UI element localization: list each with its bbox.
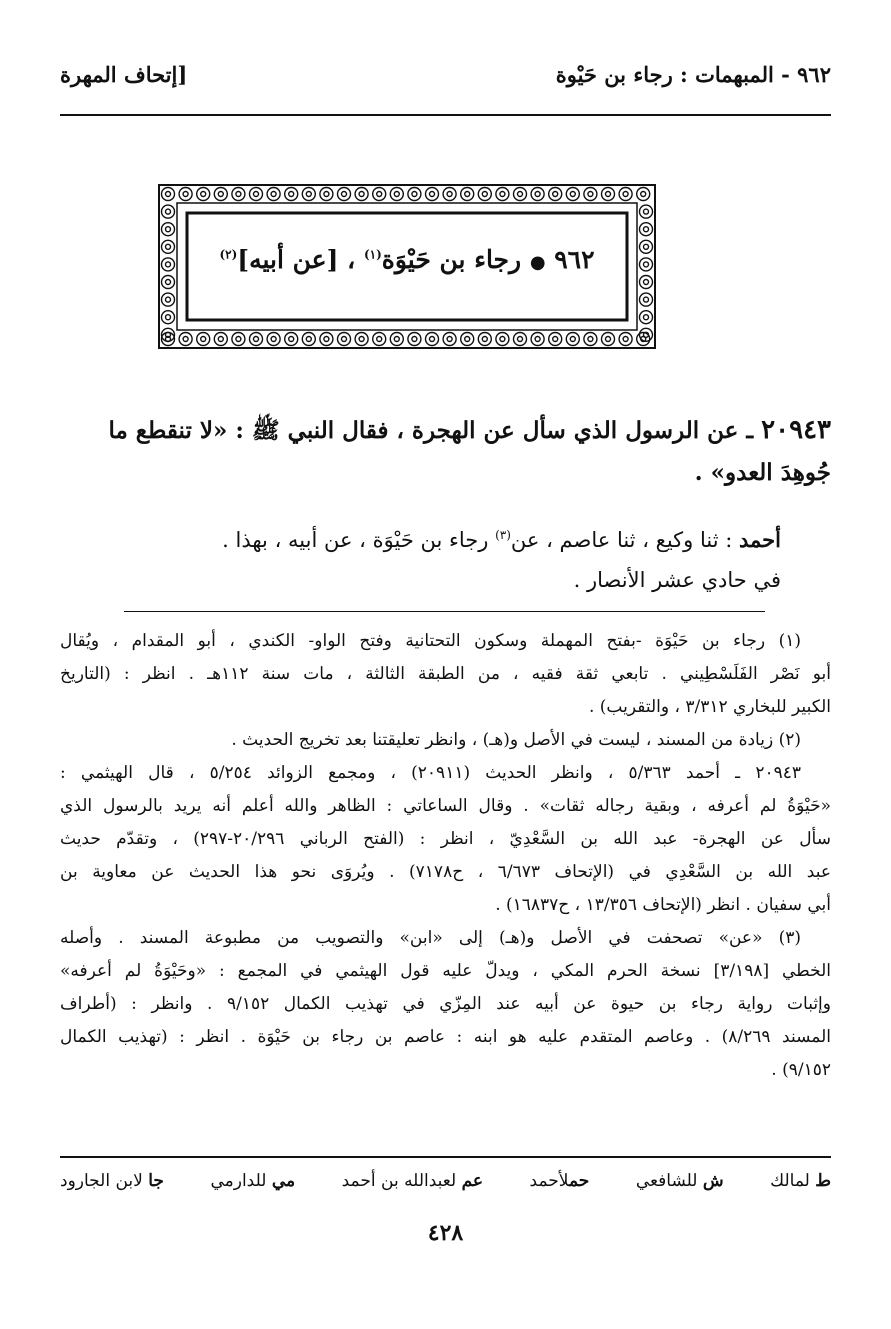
- footnote-line: (٢) زيادة من المسند ، ليست في الأصل و(هـ) ، وانظر تعليقتنا بعد تخريج الحديث .: [231, 730, 801, 750]
- sigla-key: [60, 1167, 831, 1195]
- isnad-chain-1: : ثنا وكيع ، ثنا عاصم ، عن: [510, 528, 733, 552]
- hadith-isnad: [222, 520, 781, 555]
- footnote-ref-1: (١): [363, 247, 382, 262]
- footnote-line: (٣) «عن» تصحفت في الأصل و(هـ) إلى «ابن» والتصويب من مطبوعة المسند . وأصله: [60, 928, 801, 948]
- chapter-separator: ،: [347, 245, 356, 274]
- running-header-chapter: ٩٦٢ - المبهمات : رجاء بن حَيْوة: [555, 62, 831, 87]
- hadith-location: في حادي عشر الأنصار .: [573, 568, 781, 592]
- siglum: ط لمالك: [770, 1171, 831, 1191]
- footnote-line: «حَيْوَةُ لم أعرفه ، وبقية رجاله ثقات» . وقال الساعاتي : الظاهر والله أعلم أنه يريد بالرسول الذي: [60, 796, 831, 816]
- footnote-line: المسند ٨/٢٦٩) . وعاصم المتقدم عليه هو ابنه : عاصم بن رجاء بن حَيْوَة . انظر : (تهذيب الكمال: [60, 1027, 831, 1047]
- header-rule: [60, 114, 831, 116]
- sigla-rule: [60, 1156, 831, 1158]
- siglum: عم لعبدالله بن أحمد: [341, 1171, 484, 1191]
- footnote-line: أبي سفيان . انظر (الإتحاف ١٣/٣٥٦ ، ح١٦٨٣٧) .: [495, 895, 831, 915]
- footnote-line: ٩/١٥٢) .: [771, 1060, 831, 1080]
- siglum: جا لابن الجارود: [60, 1171, 164, 1191]
- siglum: حملأحمد: [529, 1171, 590, 1191]
- footnotes: [60, 625, 831, 1087]
- footnote-line: الخطي [٣/١٩٨] نسخة الحرم المكي ، ويدلّ عليه قول الهيثمي في المجمع : «وحَيْوَةُ لم أعرفه»: [60, 961, 831, 981]
- footnote-ref-3: (٣): [495, 528, 511, 542]
- chapter-title-frame: [157, 183, 657, 350]
- chapter-title: [197, 245, 617, 274]
- chapter-number: ٩٦٢: [554, 245, 595, 274]
- footnote-rule: [124, 611, 765, 612]
- running-header-book-title: [إتحاف المهرة: [60, 62, 188, 87]
- page-number: ٤٢٨: [427, 1220, 464, 1246]
- running-header: [60, 56, 831, 96]
- hadith-entry: [60, 410, 831, 495]
- footnote-line: ٢٠٩٤٣ ـ أحمد ٥/٣٦٣ ، وانظر الحديث (٢٠٩١١) ، ومجمع الزوائد ٥/٢٥٤ ، قال الهيثمي :: [60, 763, 801, 783]
- footnote-line: الكبير للبخاري ٣/٣١٢ ، والتقريب) .: [588, 697, 831, 717]
- hadith-text-line-1: [60, 410, 831, 451]
- hadith-text-line-2: جُوهِدَ العدو» .: [694, 459, 831, 486]
- chapter-name: رجاء بن حَيْوَة: [381, 245, 522, 274]
- bullet-icon: ●: [529, 252, 546, 273]
- footnote-line: وإثبات رواية رجاء بن حيوة عن أبيه عند المِزّي في تهذيب الكمال ٩/١٥٢ . وانظر : (أطراف: [60, 994, 831, 1014]
- isnad-source: أحمد: [739, 527, 781, 552]
- footnote-line: سأل عن الهجرة- عبد الله بن السَّعْدِيّ ، انظر : (الفتح الرباني ٢٠/٢٩٦-٢٩٧) ، وتقدّم حديث: [60, 829, 831, 849]
- footnote-ref-2: (٢): [219, 247, 238, 262]
- chapter-addition: [عن أبيه]: [237, 245, 339, 274]
- hadith-matn-1: ـ عن الرسول الذي سأل عن الهجرة ، فقال النبي ﷺ : «لا تنقطع ما: [108, 417, 754, 444]
- footnote-line: أبو نَصْر الفَلَسْطِيني . تابعي ثقة فقيه ، من الطبقة الثالثة ، مات سنة ١١٢هـ . انظر : (التاريخ: [60, 664, 831, 684]
- hadith-number: ٢٠٩٤٣: [761, 415, 831, 445]
- footnote-line: (١) رجاء بن حَيْوَة -بفتح المهملة وسكون التحتانية وفتح الواو- الكندي ، أبو المقدام ، ويُقال: [60, 631, 801, 651]
- isnad-chain-2: رجاء بن حَيْوَة ، عن أبيه ، بهذا .: [222, 528, 489, 552]
- siglum: مي للدارمي: [210, 1171, 296, 1191]
- siglum: ش للشافعي: [635, 1171, 724, 1191]
- footnote-line: عبد الله بن السَّعْدِي في (الإتحاف ٦/٦٧٣ ، ح٧١٧٨) . ويُروَى نحو هذا الحديث عن معاوية بن: [60, 862, 831, 882]
